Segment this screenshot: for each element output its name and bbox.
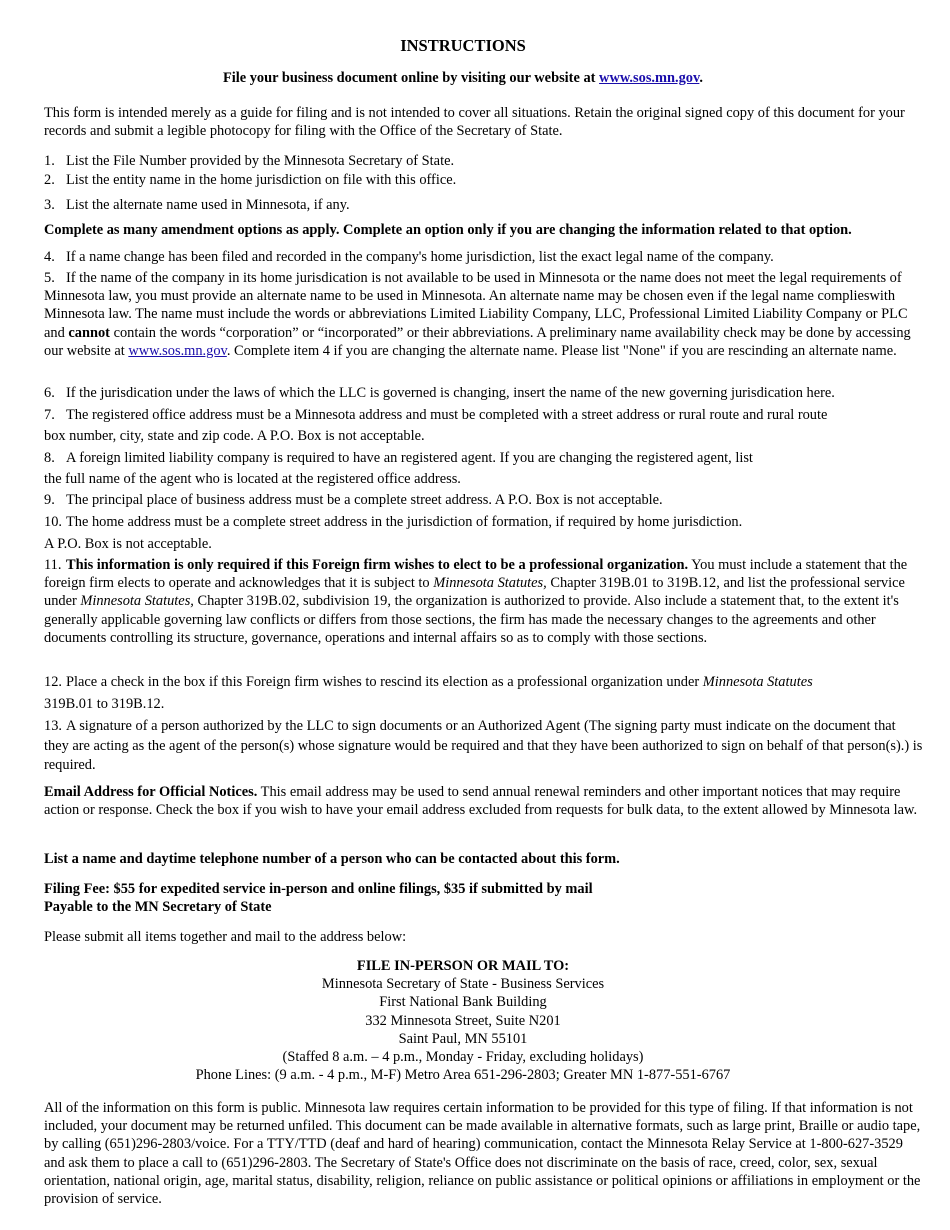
instruction-item-13 (44, 717, 924, 776)
instruction-item-8 (44, 449, 924, 488)
filing-fee-amount: Filing Fee: $55 for expedited service in-person and online filings, $35 if submitted by mail (44, 881, 593, 897)
item-number: 9. (44, 492, 55, 508)
address-line: 332 Minnesota Street, Suite N201 (365, 1012, 561, 1029)
phone-lines: Phone Lines: (9 a.m. - 4 p.m., M-F) Metro Area 651-296-2803; Greater MN 1-877-551-6767 (195, 1067, 731, 1084)
address-line: First National Bank Building (379, 994, 547, 1011)
item-number: 7. (44, 407, 55, 423)
item-number: 11. (44, 557, 62, 573)
intro-paragraph: This form is intended merely as a guide for filing and is not intended to cover all situations. Retain the original signed copy of this document for your records and submit a legible photocopy for filing with the Office of the Secretary of State. (44, 105, 905, 140)
instruction-item-5 (44, 269, 924, 360)
item-text: You must include a statement that the foreign firm elects to operate and acknowledges that it is subject to (44, 557, 908, 592)
item-text: . Complete item 4 if you are changing the alternate name. Please list "None" if you are rescinding an alternate name. (226, 342, 897, 359)
item-number: 10. (44, 514, 62, 530)
address-line: Saint Paul, MN 55101 (398, 1030, 528, 1047)
item-text-continued: box number, city, state and zip code. A P.O. Box is not acceptable. (44, 428, 425, 445)
instruction-item-11 (44, 556, 924, 647)
item-text: Place a check in the box if this Foreign firm wishes to rescind its election as a professional organization under (66, 674, 703, 690)
statute-citation: Minnesota Statutes, (433, 575, 547, 592)
item-text-continued: 319B.01 to 319B.12. (44, 696, 165, 713)
item-text: List the entity name in the home jurisdiction on file with this office. (66, 172, 457, 188)
email-notice-heading: Email Address for Official Notices. (44, 784, 258, 800)
item-number: 3. (44, 197, 55, 213)
instruction-item-10 (44, 513, 924, 553)
item-number: 6. (44, 385, 55, 401)
item-text: Chapter 319B.02, subdivision 19, the organization is authorized to provide. Also include a statement that, to the extent it's generally applicable governing law conflicts or differs from those sections, the firm has made the necessary changes to the agreements and other documents controlling its structure, governance, operations and internal affairs so as to comply with those sections. (44, 593, 899, 646)
instruction-item-9 (44, 491, 924, 509)
office-hours: (Staffed 8 a.m. – 4 p.m., Monday - Friday, excluding holidays) (282, 1049, 644, 1066)
item-number: 13. (44, 718, 62, 734)
online-filing-suffix: . (699, 70, 704, 86)
filing-fee (44, 880, 924, 916)
item-text: If the name of the company in its home jurisdication is not available to be used in Minnesota or the name does not meet the legal requirements of Minnesota law, you must provide an alternate name to be used in Minnesota. An alternate name may be chosen even if the legal name complieswith Minnesota law. The name must include the words or abbreviations Limited Liability Company, LLC, Professional Limited Liability Company or PLC and (44, 270, 908, 341)
mailing-address-heading: FILE IN-PERSON OR MAIL TO: (356, 958, 570, 974)
online-filing-notice (44, 69, 882, 87)
instruction-item-2 (44, 171, 924, 189)
instruction-item-7 (44, 406, 924, 445)
email-notice-text: This email address may be used to send annual renewal reminders and other important notices that may require action or response. Check the box if you wish to have your email address excluded from requests for bulk data, to the extent allowed by Minnesota law. (44, 784, 918, 819)
item-number: 12. (44, 674, 62, 690)
item-text: List the alternate name used in Minnesota, if any. (66, 197, 350, 213)
item-text: A foreign limited liability company is required to have an registered agent. If you are changing the registered agent, list (66, 450, 753, 466)
item-text: The home address must be a complete street address in the jurisdiction of formation, if required by home jurisdiction. (66, 514, 743, 530)
sos-website-link[interactable]: www.sos.mn.gov (128, 342, 227, 359)
item-text: If a name change has been filed and recorded in the company's home jurisdiction, list the exact legal name of the company. (66, 249, 774, 265)
item-text: List the File Number provided by the Minnesota Secretary of State. (66, 153, 455, 169)
amendment-note: Complete as many amendment options as apply. Complete an option only if you are changing the information related to that option. (44, 222, 852, 238)
statute-citation: Minnesota Statutes (702, 674, 813, 690)
instruction-item-3 (44, 196, 924, 214)
email-notice (44, 783, 924, 819)
item-text: The principal place of business address must be a complete street address. A P.O. Box is not acceptable. (66, 492, 663, 508)
item-text: If the jurisdication under the laws of which the LLC is governed is changing, insert the name of the new governing jurisdication here. (66, 385, 835, 401)
online-filing-text: File your business document online by visiting our website at (222, 70, 600, 86)
item-emphasis: This information is only required if this Foreign firm wishes to elect to be a professional organization. (66, 557, 689, 573)
statute-citation: Minnesota Statutes, (80, 593, 194, 610)
instruction-item-4 (44, 248, 924, 266)
item-number: 5. (44, 270, 55, 286)
page-title: INSTRUCTIONS (400, 36, 526, 55)
item-text: The registered office address must be a Minnesota address and must be completed with a street address or rural route and rural route (66, 407, 828, 423)
item-text-continued: the full name of the agent who is located at the registered office address. (44, 471, 461, 488)
item-number: 1. (44, 153, 55, 169)
instruction-item-1 (44, 152, 924, 170)
filing-fee-payee: Payable to the MN Secretary of State (44, 899, 272, 916)
contact-note: List a name and daytime telephone number of a person who can be contacted about this form. (44, 851, 620, 867)
public-information-notice: All of the information on this form is public. Minnesota law requires certain information to be provided for this type of filing. If that information is not included, your document may be returned unfiled. This document can be made available in alternative formats, such as large print, Braille or audio tape, by calling (651)296-2803/voice. For a TTY/TTD (deaf and hard of hearing) communication, contact the Minnesota Relay Service at 1-800-627-3529 and ask them to place a call to (651)296-2803. The Secretary of State's Office does not discriminate on the basis of race, creed, color, sex, sexual orientation, national origin, age, marital status, disability, religion, reliance on public assistance or political opinions or affiliations in employment or the provision of service. (44, 1100, 921, 1208)
item-number: 8. (44, 450, 55, 466)
item-text: Chapter 319B.01 to 319B.12, and list the professional service under (44, 575, 905, 610)
sos-website-link[interactable]: www.sos.mn.gov (599, 70, 700, 86)
address-line: Minnesota Secretary of State - Business Services (321, 976, 605, 993)
item-text: A signature of a person authorized by the LLC to sign documents or an Authorized Agent (The signing party must indicate on the document that they are acting as the agent of the person(s) whose signature would be required and that they have been authorized to sign on behalf of that person(s).) is required. (44, 718, 923, 773)
submit-note: Please submit all items together and mail to the address below: (44, 929, 407, 945)
item-number: 2. (44, 172, 55, 188)
item-text: contain the words “corporation” or “incorporated” or their abbreviations. A preliminary name availability check may be done by accessing our website at (44, 324, 911, 359)
mailing-address (44, 957, 882, 1084)
instruction-item-12 (44, 673, 924, 713)
item-text-continued: A P.O. Box is not acceptable. (44, 536, 212, 553)
instruction-item-6 (44, 384, 924, 402)
item-number: 4. (44, 249, 55, 265)
item-emphasis: cannot (68, 324, 110, 341)
